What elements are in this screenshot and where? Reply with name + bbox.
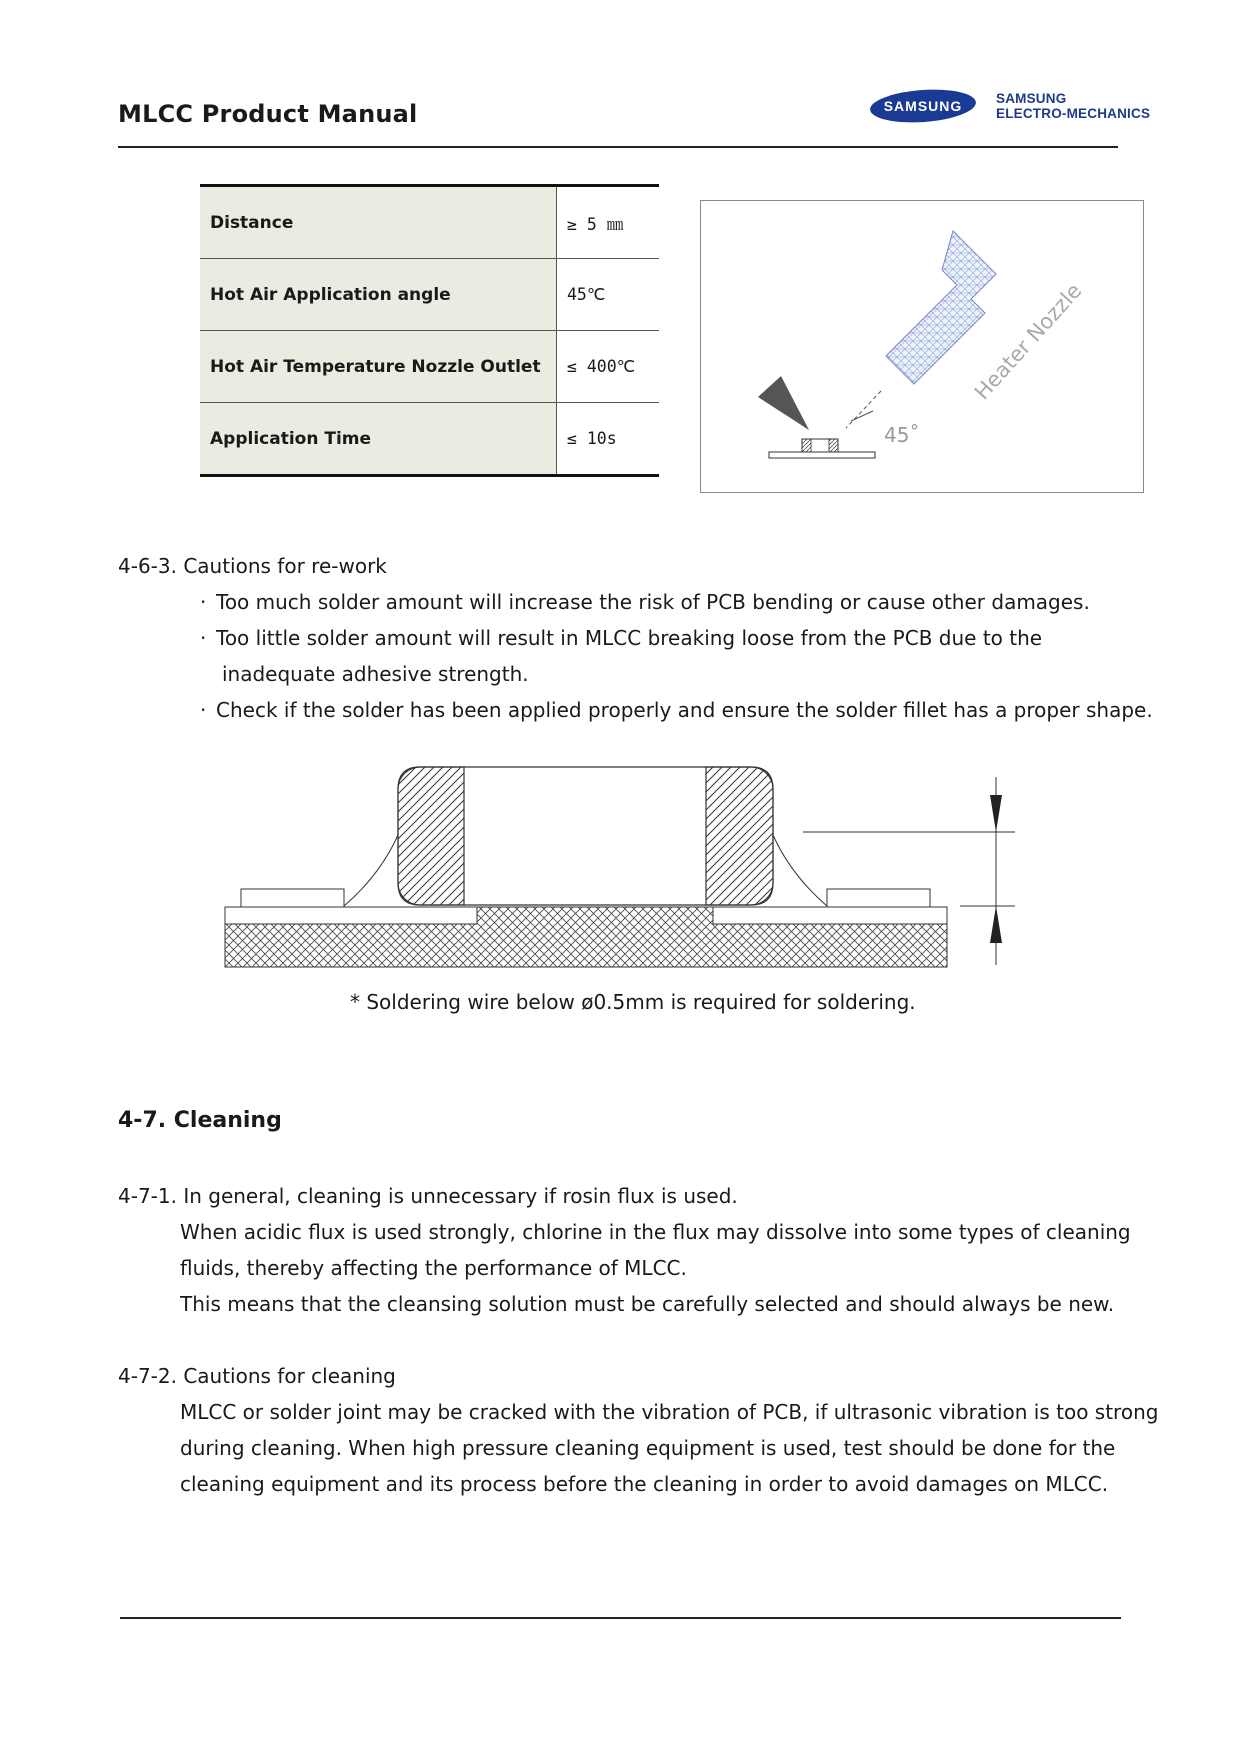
airflow-line (846, 391, 881, 428)
cleaning-4-7-2-title: 4-7-2. Cautions for cleaning (118, 1364, 396, 1388)
cleaning-paragraph-line: This means that the cleansing solution must be carefully selected and should always be new. (180, 1292, 1115, 1316)
rework-bullet: Too little solder amount will result in MLCC breaking loose from the PCB due to the (216, 626, 1043, 650)
footer-divider (120, 1617, 1121, 1619)
bullet-mark: · (200, 626, 207, 650)
copper-pad (225, 907, 477, 924)
rework-bullet-continued: inadequate adhesive strength. (222, 662, 529, 686)
table-cell-value: 45℃ (557, 259, 660, 331)
table-row (200, 331, 659, 403)
heater-nozzle-figure (700, 200, 1144, 493)
logo-badge-text: SAMSUNG (883, 98, 963, 114)
hot-air-spec-table (200, 184, 659, 477)
solder-fillet-right (773, 835, 827, 906)
angle-arc (851, 411, 873, 421)
cleaning-4-7-1-title: 4-7-1. In general, cleaning is unnecessary if rosin flux is used. (118, 1184, 738, 1208)
table-cell-label: Hot Air Temperature Nozzle Outlet (200, 331, 557, 403)
solder-land (241, 889, 344, 907)
solder-fillet-diagram (220, 765, 1020, 975)
table-cell-label: Application Time (200, 403, 557, 476)
rework-bullet: Check if the solder has been applied properly and ensure the solder fillet has a proper shape. (216, 698, 1153, 722)
header-divider (118, 146, 1118, 148)
logo-line-2: ELECTRO-MECHANICS (996, 106, 1151, 121)
copper-pad (713, 907, 947, 924)
cleaning-heading: 4-7. Cleaning (118, 1108, 282, 1133)
bullet-mark: · (200, 698, 207, 722)
solder-land (827, 889, 930, 907)
dimension-arrow-down (990, 795, 1002, 832)
cleaning-paragraph-line: cleaning equipment and its process before the cleaning in order to avoid damages on MLCC. (180, 1472, 1109, 1496)
dimension-arrow-up (990, 906, 1002, 943)
cleaning-paragraph-line: When acidic flux is used strongly, chlorine in the flux may dissolve into some types of cleaning (180, 1220, 1131, 1244)
chip-terminal (802, 439, 811, 452)
chip-terminal (829, 439, 838, 452)
table-row (200, 259, 659, 331)
angle-label: 45˚ (884, 423, 920, 447)
pcb-board (769, 452, 875, 458)
mlcc-terminal-right (706, 767, 773, 905)
rework-heading: 4-6-3. Cautions for re-work (118, 554, 387, 578)
logo-wordmark (996, 91, 1150, 121)
logo-line-1: SAMSUNG (996, 91, 1067, 106)
solder-fillet-left (344, 835, 398, 906)
heater-nozzle-diagram (701, 201, 1143, 492)
cleaning-paragraph-line: during cleaning. When high pressure cleaning equipment is used, test should be done for the (180, 1436, 1116, 1460)
table-cell-label: Distance (200, 186, 557, 259)
table-row (200, 186, 659, 259)
fillet-figure-caption: * Soldering wire below ø0.5mm is required for soldering. (350, 990, 916, 1014)
nozzle-body (886, 231, 996, 384)
samsung-logo (868, 86, 978, 126)
rework-bullet: Too much solder amount will increase the risk of PCB bending or cause other damages. (216, 590, 1090, 614)
bullet-mark: · (200, 590, 207, 614)
table-row (200, 403, 659, 476)
table-cell-value: ≥ 5 ㎜ (557, 186, 660, 259)
mlcc-terminal-left (398, 767, 464, 905)
cleaning-paragraph-line: MLCC or solder joint may be cracked with the vibration of PCB, if ultrasonic vibration is too strong (180, 1400, 1159, 1424)
table-cell-value: ≤ 400℃ (557, 331, 660, 403)
nozzle-label: Heater Nozzle (969, 278, 1087, 405)
table-cell-value: ≤ 10s (557, 403, 660, 476)
solder-iron-tip (758, 376, 809, 430)
table-cell-label: Hot Air Application angle (200, 259, 557, 331)
page-title: MLCC Product Manual (118, 100, 418, 128)
cleaning-paragraph-line: fluids, thereby affecting the performance of MLCC. (180, 1256, 687, 1280)
